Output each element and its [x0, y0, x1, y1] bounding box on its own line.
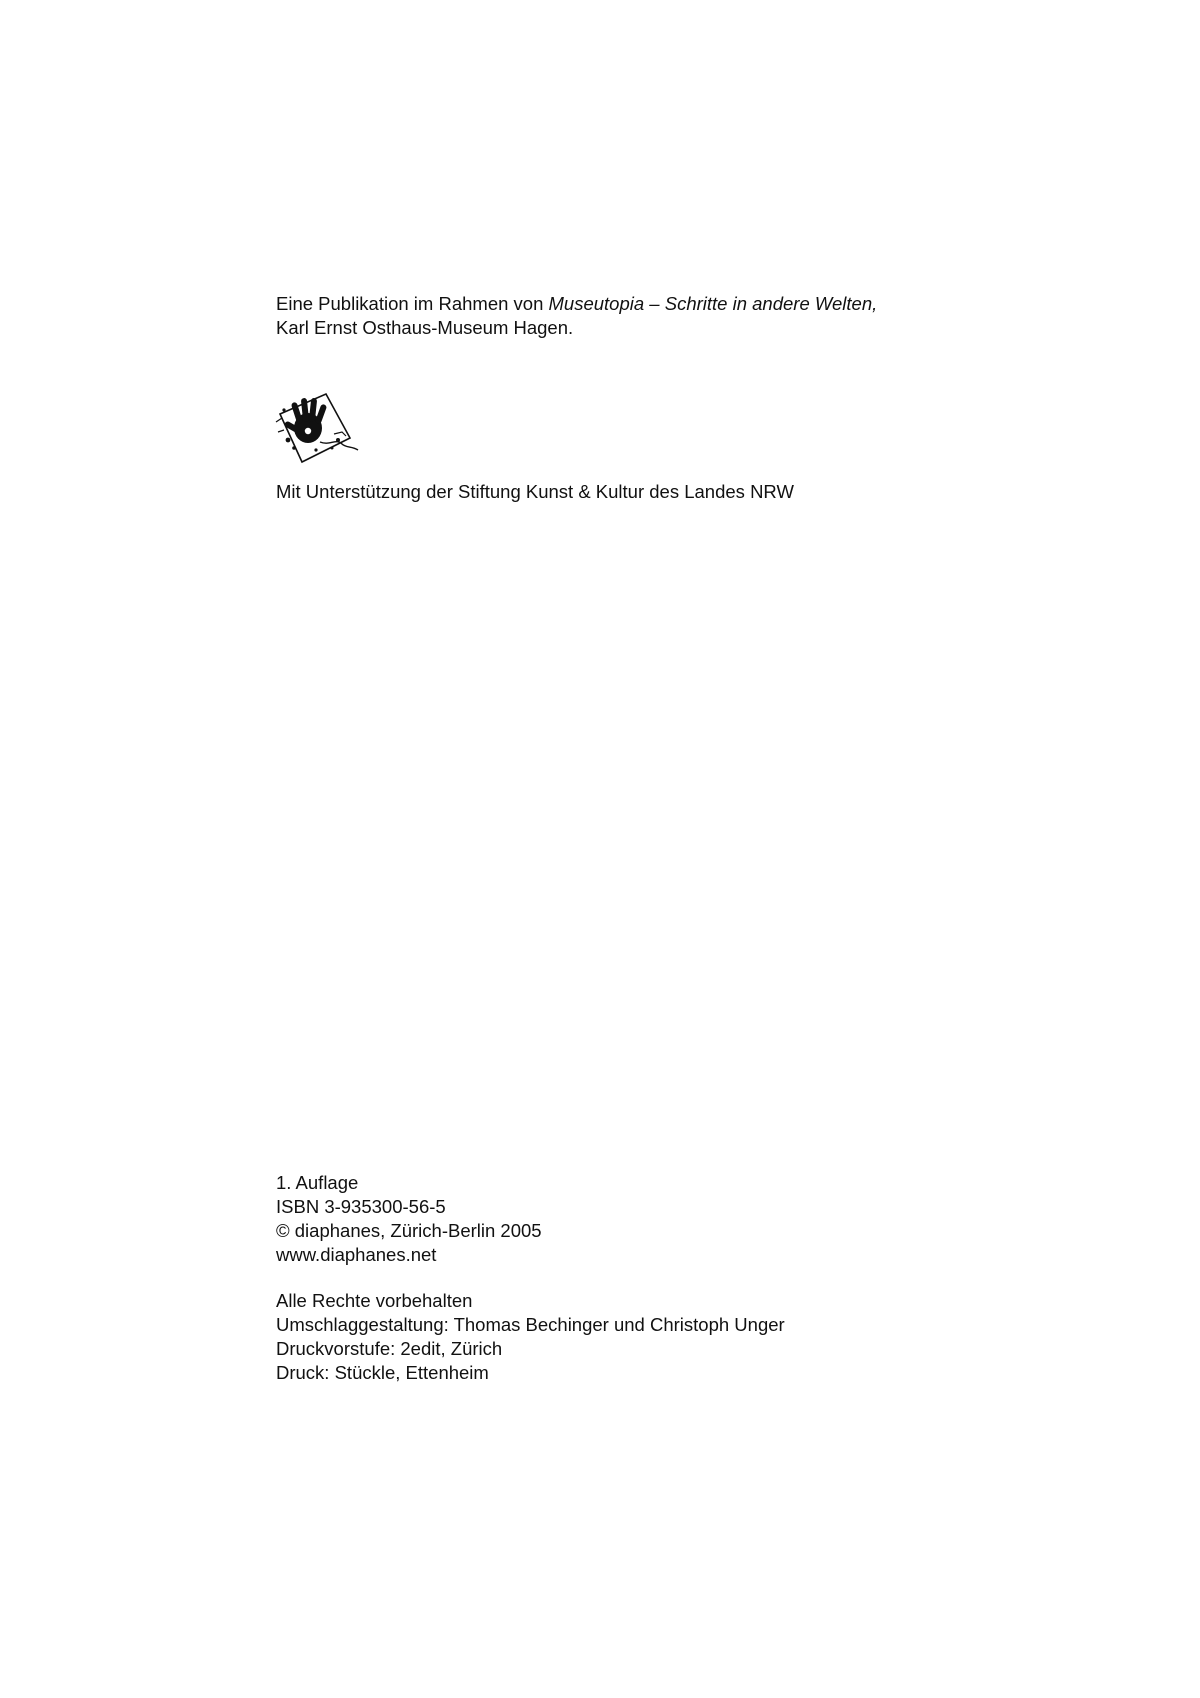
publication-prefix: Eine Publikation im Rahmen von — [276, 293, 549, 314]
print-line: Druck: Stückle, Ettenheim — [276, 1362, 489, 1383]
copyright-line: © diaphanes, Zürich-Berlin 2005 — [276, 1220, 542, 1241]
rights-reserved-line: Alle Rechte vorbehalten — [276, 1290, 473, 1311]
support-note — [276, 480, 794, 504]
rights-info — [276, 1289, 785, 1385]
website-line: www.diaphanes.net — [276, 1244, 437, 1265]
publication-line-1 — [276, 292, 877, 316]
edition-info — [276, 1171, 542, 1267]
publication-title: Museutopia – Schritte in andere Welten, — [548, 293, 878, 314]
publication-line-2: Karl Ernst Osthaus-Museum Hagen. — [276, 317, 574, 338]
edition-line: 1. Auflage — [276, 1172, 359, 1193]
publication-note — [276, 292, 877, 340]
prepress-line: Druckvorstufe: 2edit, Zürich — [276, 1338, 503, 1359]
hand-print-logo-icon — [272, 388, 364, 468]
support-text: Mit Unterstützung der Stiftung Kunst & Kultur des Landes NRW — [276, 481, 794, 502]
cover-design-line: Umschlaggestaltung: Thomas Bechinger und Christoph Unger — [276, 1314, 785, 1335]
isbn-line: ISBN 3-935300-56-5 — [276, 1196, 446, 1217]
